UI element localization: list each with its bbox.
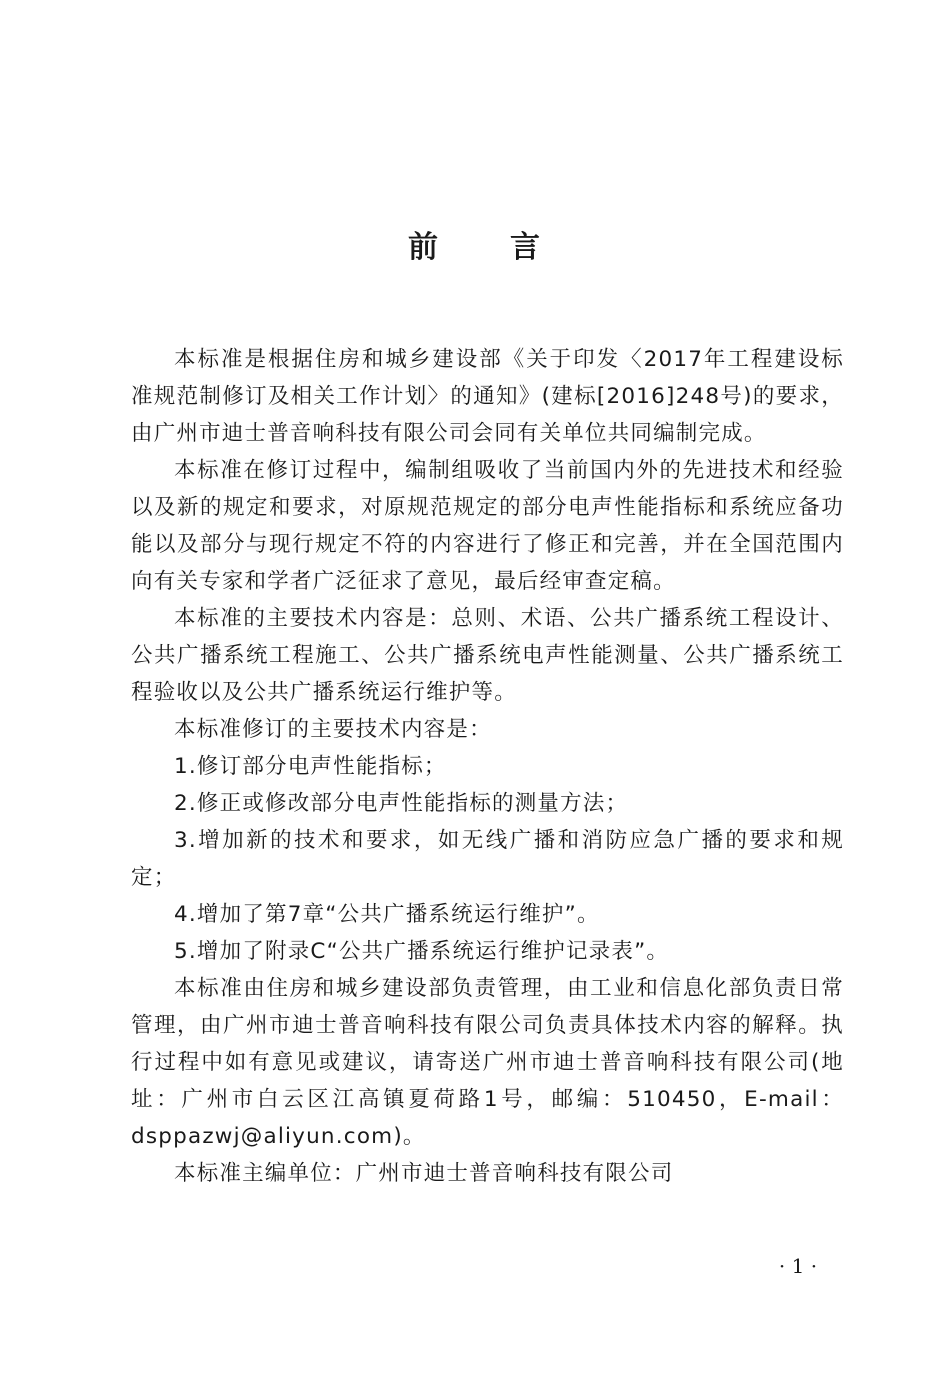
page-number: · 1 ·: [778, 1254, 818, 1278]
paragraph-basis: 本标准是根据住房和城乡建设部《关于印发〈2017年工程建设标准规范制修订及相关工作计划〉的通知》(建标[2016]248号)的要求，由广州市迪士普音响科技有限公司会同有关单位共同编制完成。: [131, 347, 844, 446]
title-char-1: 前: [408, 230, 440, 265]
revision-item-4: 4.增加了第7章“公共广播系统运行维护”。: [174, 902, 600, 927]
paragraph-management: 本标准由住房和城乡建设部负责管理，由工业和信息化部负责日常管理，由广州市迪士普音响科技有限公司负责具体技术内容的解释。执行过程中如有意见或建议，请寄送广州市迪士普音响科技有限公司(地址：广州市白云区江高镇夏荷路1号，邮编：510450，E-mail：dsppazwj@aliyun.com)。: [131, 976, 844, 1149]
paragraph-chief-editor: 本标准主编单位：广州市迪士普音响科技有限公司: [174, 1161, 674, 1186]
revision-item-1: 1.修订部分电声性能指标；: [174, 754, 447, 779]
page-title: [0, 222, 950, 266]
revision-item-2: 2.修正或修改部分电声性能指标的测量方法；: [174, 791, 629, 816]
preface-body: [131, 341, 844, 1192]
paragraph-main-content: 本标准的主要技术内容是：总则、术语、公共广播系统工程设计、公共广播系统工程施工、公共广播系统电声性能测量、公共广播系统工程验收以及公共广播系统运行维护等。: [131, 606, 844, 705]
paragraph-revision-process: 本标准在修订过程中，编制组吸收了当前国内外的先进技术和经验以及新的规定和要求，对原规范规定的部分电声性能指标和系统应备功能以及部分与现行规定不符的内容进行了修正和完善，并在全国范围内向有关专家和学者广泛征求了意见，最后经审查定稿。: [131, 458, 844, 594]
revision-item-3: 3.增加新的技术和要求，如无线广播和消防应急广播的要求和规定；: [131, 828, 844, 890]
revision-item-5: 5.增加了附录C“公共广播系统运行维护记录表”。: [174, 939, 670, 964]
title-char-2: 言: [510, 230, 542, 265]
paragraph-revision-intro: 本标准修订的主要技术内容是：: [174, 717, 492, 742]
